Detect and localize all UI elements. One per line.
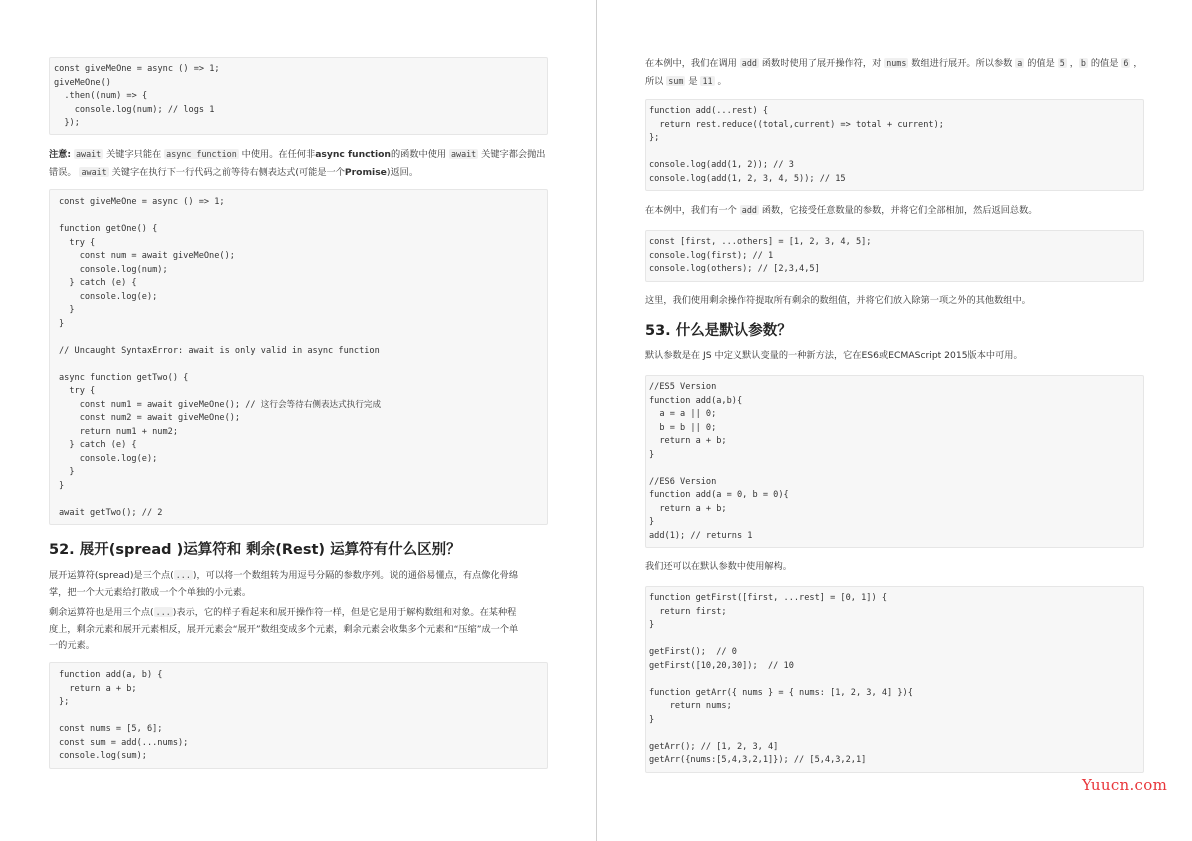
code-line [59, 710, 547, 724]
code-line: function add(a,b){ [649, 395, 743, 406]
code-line: async function getTwo() { [59, 372, 189, 383]
code-line: console.log(e); [59, 291, 158, 302]
code-line: const [first, ...others] = [1, 2, 3, 4, 5]; [649, 237, 872, 247]
code-block-rest-sum [645, 99, 1144, 191]
code-line: const num2 = await giveMeOne(); [59, 413, 241, 423]
code-line: return num1 + num2; [59, 426, 178, 437]
code-line: } [649, 714, 655, 725]
code-line: await getTwo(); // 2 [59, 507, 163, 518]
code-line: }); [54, 118, 80, 128]
code-line: console.log(add(1, 2, 3, 4, 5)); // 15 [649, 173, 846, 184]
code-line: } [59, 318, 65, 329]
spread-explanation: 在本例中，我们在调用 add 函数时使用了展开操作符，对 nums 数组进行展开。所以参数 a 的值是 5 ， b 的值是 6 ， 所以 sum 是 11 。 [645, 58, 1143, 87]
code-line: function getOne() { [59, 224, 158, 234]
code-block-default-params [645, 375, 1144, 548]
code-line [59, 331, 547, 345]
code-line: .then((num) => { [54, 91, 148, 101]
code-line: //ES5 Version [649, 382, 717, 392]
code-line: console.log(add(1, 2)); // 3 [649, 160, 794, 170]
code-line: getFirst(); // 0 [649, 647, 737, 657]
code-line: giveMeOne() [54, 77, 111, 88]
destructure-explanation: 这里，我们使用剩余操作符提取所有剩余的数组值，并将它们放入除第一项之外的其他数组中。 [645, 295, 1031, 306]
page-divider [596, 0, 597, 841]
code-line: } [649, 620, 655, 630]
default-param-intro: 默认参数是在 JS 中定义默认变量的一种新方法，它在ES6或ECMAScript 2015版本中可用。 [645, 350, 1023, 361]
code-line: const num = await giveMeOne(); [59, 251, 235, 261]
code-line [649, 633, 1143, 647]
code-line [59, 493, 547, 507]
rest-paragraph: 剩余运算符也是用三个点( ... )表示，它的样子看起来和展开操作符一样，但是它是用于解构数组和对象。在某种程 度上，剩余元素和展开元素相反，展开元素会“展开”数组变成多个元素，剩余元素会收集多个元素和“压缩”成一个单 一的元素。 [49, 607, 519, 651]
code-line: return a + b; [649, 436, 727, 446]
code-line: function add(...rest) { [649, 106, 768, 116]
code-line: } [59, 305, 75, 315]
code-line [649, 673, 1143, 687]
default-destructure-intro: 我们还可以在默认参数中使用解构。 [645, 561, 792, 572]
code-line [59, 210, 547, 224]
code-line: }; [59, 697, 70, 707]
code-line: const num1 = await giveMeOne(); // 这行会等待右侧表达式执行完成 [59, 399, 382, 410]
code-line [649, 462, 1143, 476]
spread-paragraph: 展开运算符(spread)是三个点( ... )，可以将一个数组转为用逗号分隔的参数序列。说的通俗易懂点，有点像化骨绵 掌，把一个大元素给打散成一个个单独的小元素。 [49, 570, 519, 598]
code-line: const sum = add(...nums); [59, 737, 189, 748]
code-line: console.log(e); [59, 453, 158, 464]
code-line: console.log(num); [59, 264, 168, 275]
code-line: console.log(others); // [2,3,4,5] [649, 264, 820, 274]
code-line: function getFirst([first, ...rest] = [0, 1]) { [649, 593, 887, 603]
code-line: b = b || 0; [649, 422, 717, 433]
code-line: function getArr({ nums } = { nums: [1, 2, 3, 4] }){ [649, 687, 913, 698]
watermark: Yuucn.com [1082, 776, 1168, 794]
code-line: const nums = [5, 6]; [59, 724, 163, 734]
code-line: // Uncaught SyntaxError: await is only valid in async function [59, 345, 380, 356]
code-line: } catch (e) { [59, 278, 137, 288]
code-line: console.log(sum); [59, 751, 147, 761]
code-line: console.log(first); // 1 [649, 250, 774, 261]
code-line [649, 727, 1143, 741]
code-line: getFirst([10,20,30]); // 10 [649, 660, 794, 671]
code-line: return a + b; [649, 503, 727, 514]
code-block-default-destructure [645, 586, 1144, 773]
code-line: return nums; [649, 701, 732, 711]
code-line: add(1); // returns 1 [649, 530, 753, 541]
code-line: } [59, 467, 75, 477]
code-block-spread [49, 662, 548, 769]
code-block-destructure [645, 230, 1144, 282]
code-line: const giveMeOne = async () => 1; [59, 197, 225, 207]
code-line: try { [59, 386, 96, 396]
code-block-async-then [49, 57, 548, 135]
code-line: } [649, 517, 655, 527]
code-line: try { [59, 237, 96, 248]
code-line: } [59, 480, 65, 491]
heading-53: 53. 什么是默认参数？ [645, 323, 792, 339]
code-line: getArr(); // [1, 2, 3, 4] [649, 741, 779, 752]
heading-52: 52. 展开(spread )运算符和 剩余(Rest) 运算符有什么区别？ [49, 542, 461, 558]
code-line: function add(a = 0, b = 0){ [649, 490, 789, 500]
code-block-await-example [49, 189, 548, 525]
code-line [59, 358, 547, 372]
code-line: } catch (e) { [59, 440, 137, 450]
code-line: return first; [649, 606, 727, 617]
code-line: //ES6 Version [649, 476, 717, 487]
code-line: return a + b; [59, 683, 137, 694]
rest-explanation: 在本例中，我们有一个 add 函数，它接受任意数量的参数，并将它们全部相加，然后返回总数。 [645, 205, 1038, 216]
code-line: console.log(num); // logs 1 [54, 104, 215, 115]
await-note: 注意: await 关键字只能在 async function 中使用。在任何非async function的函数中使用 await 关键字都会抛出 错误。 await 关键字在执行下一行代码之前等待右侧表达式(可能是一个Promise)返回。 [49, 149, 546, 178]
code-line [649, 146, 1143, 160]
code-line: a = a || 0; [649, 409, 717, 419]
code-line: getArr({nums:[5,4,3,2,1]}); // [5,4,3,2,1] [649, 755, 867, 765]
code-line: } [649, 449, 655, 460]
code-line: }; [649, 133, 660, 143]
code-line: return rest.reduce((total,current) => total + current); [649, 119, 944, 130]
code-line: const giveMeOne = async () => 1; [54, 64, 220, 74]
code-line: function add(a, b) { [59, 670, 163, 680]
